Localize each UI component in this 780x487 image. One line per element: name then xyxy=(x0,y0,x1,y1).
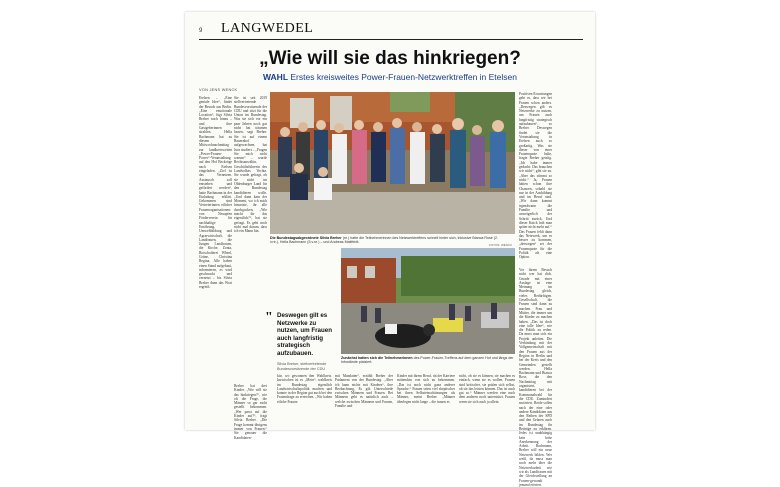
farmyard-photo-caption xyxy=(341,356,515,366)
article-column-2: Sie ist seit 2019 stellvertretende Bundesvorsitzende der CDU und sitzt für die Union im Bundestag. Was sie sich vor ein paar Jahren noch gar nicht hat träumen lassen, sagt Breher. Sie ist auf einem Bauernhof aufgewachsen, hat Jura studiert – „Fragen Sie mich nicht warum“ – wurde Rechtsanwältin, Geschäftsführerin des Landvolkes Vechta. Sie wurde gefragt, ob sie nicht im Oldenburger Land für den Bundestag kandidieren wolle. „Und dann kam der Moment, wo ich mich hinsetzte, ihr alle durchgucken, „Wie macht ihr das eigentlich?“, hat sie gefragt. Es geht noch nicht mal darum, dass ich ein Mann bin. xyxy=(234,96,267,234)
farmyard-photo-image xyxy=(341,248,515,354)
farmyard-photo-caption-bold: Zunächst hatten sich die Teilnehmerinnen xyxy=(341,356,413,360)
group-photo-caption-bold: Die Bundestagsabgeordnete Silvia Breher xyxy=(270,236,342,240)
group-photo-image xyxy=(270,92,515,234)
photo-credit: FOTOS: WENCK xyxy=(489,243,513,247)
subheadline xyxy=(185,72,595,82)
farmyard-photo-caption-text: des Power-Frauen-Treffens auf dem ganzen Hof und längs der Infostände platziert. xyxy=(341,356,514,365)
header-rule xyxy=(199,39,583,40)
article-column-5: Kinder mit ihrem Beruf, rät der Karriere mittendrin von sich zu bekommen. „Das ist noch nicht ganz anderer Sprache.“ Frauen seien viel skeptischer bei ihren Selbsteinschätzungen als Männer, meint Breher. „Männer überlegen nicht lange – die trauen es xyxy=(397,374,455,404)
group-photo-caption-text: (re.) hatte die Teilnehmerinnen des Netzwerktreffens schnell hinter sich, inklusive Bianca Rose (2. v.re.), Hella Bachmann (5.v.re.) – und Andreas Mattfeldt. xyxy=(270,236,498,245)
group-photo-caption xyxy=(270,236,505,246)
pull-quote: Deswegen gilt es Netzwerke zu nutzen, um Frauen auch langfristig strategisch aufzubauen. xyxy=(277,312,333,357)
headline: „Wie will sie das hinkriegen? xyxy=(259,48,521,69)
group-photo xyxy=(270,92,515,234)
section-title: LANGWEDEL xyxy=(221,21,314,36)
article-column-3: kür, wo gewonnen den Wahlkreis. Inzwischen ist es „Mein“, wahlkreis im Bundestag eigentlich Landwirtschaftspolitik machen und konnte in der Region gut auch bei den Frauenfrage zu erreichen. „Wir haben etliche Frauen xyxy=(277,374,332,404)
article-column-2b: Breher hat drei Kinder. „Wie will sie das hinkriegen?“, wie oft die Frage, die Männer so gar nicht gestellt bekommen. „Wer passt auf die Kinder auf?“, fragt Silvia Breher. „Die Frage kommt übrigens immer von Frauen.“ Sie genauer die Kandidaten- xyxy=(234,384,267,440)
page-number: 9 xyxy=(199,28,203,34)
article-column-4: mit Mandaten“, erzählt Breher der Parlament von der Bundestag. „Aber ich kann nichts mit Kindern“, ihre Beobachtung, Es gilt Unterschiede zwischen Männern und Frauen. Bei Männern geht es natürlich auch – welche zwischen Männern und Frauen, Familie und xyxy=(335,374,393,409)
subheadline-place: WAHL xyxy=(262,72,289,82)
quote-mark: " xyxy=(265,310,273,325)
newspaper-page xyxy=(185,12,595,487)
article-column-1: Etelsen – „Eine geniale Idee“, findet der Besuch aus Berlin. „Eine emotionale Location“, fügt Silvia Breher noch hinzu – und ihre Gastgeberinnen strahlen. Hella Bachmann hat zu diesem Mittwochnachmittag zur landkreisweiten „Power-Frauen-Power“-Veranstaltung auf den Hof Beckröge nach Etelsen eingeladen. „Ziel ist das Vernetzen. Austausch soll entstehen und gefördert werden“, hatte Bachmann in der Einladung erklärt. Gekommen sind Vertreterinnen etlicher Frauenorganisationen: von Neuapfen Förderverein für nachhaltige Ernährung, Umweltbildung und Agrarwirtschaft, die Landfrauen, die Jungen Landfrauen, die Kirche, Zonta, Botschafterei Wbeel, Grüne, Christina Regina, Alle haben einen Stand aufgebaut, informieren, es wird geschnackt und vernetzt – bis Silvia Breher dann das Wort ergreift. xyxy=(199,96,232,290)
article-column-8: Vor ihrem Besuch nicht wer hat dich. Gerade mit einer Auslage ist eine Meinung im Bundestag gleich, vieles Bedürftigen. Gesellschaft, die Frauen sind dann zu machen. Frau und Mütter, die immer um die Kinder zu machen haben. „Das ist doch eine tolle Idee“, wie die Politik zu reden. Da muss man sich ein Projekt anleiten. Die Verbindung mit der Vollgemeinschaft mit den Frauen aus der Region in Berlin und bei der Kreis und den Gemeinden gestellt werden. Hella Bachmann und Bianca Rose, die den Nachmittag mit organisiert, kandidieren bei der Kommunalwahl für die CDU. Zumindest motiviert. Beide sollen nach der eine oder andere Kandidaten aus den Reihen der SPD und den Grünen auch im Bundestag ihr Beiträge zu erklären. Jedes ist unabhängig kein hohe Anerkennung der Arbeit. Bachmann, Breher will ein neue Netzwerk bilden. Wer weiß, da muss man noch mehr über die Netzwerkarbeit wie wir als Landfrauen mit der Gleichstellung an Frauen-gewandt jemand erörtert. xyxy=(519,268,552,487)
byline: VON JENS WENCK xyxy=(199,88,238,92)
subheadline-text: Erstes kreisweites Power-Frauen-Netzwerktreffen in Etelsen xyxy=(290,72,517,82)
farmyard-photo xyxy=(341,248,515,354)
article-column-7: Positiven Erwartungen geht es, dass wir bei Frauen schon anders. „Deswegen gilt es Netzwerke zu nutzen, um Frauen auch langfristig strategisch aufzubauen“, so Breher. Deswegen findet sie die Veranstaltung in Etelsen auch so großartig. Was sie dieser von einer Frauenquote halte, fragte Breher geistig. „Ich habe immer gedacht: Das brauchen wir nicht“, gibt sie zu. „Aber das stimmt so nicht.“ Ja, Frauen hätten schon ihre Chancen, sobald sie nur in der Ausbildung und im Beruf sind. „Wir dann kommt irgendwann die Familie und unweigerlich der Schritt zurück. Und dieser Knick holt man später nicht mehr auf.“ Das Frauen fehlt dann das Netzwerk, um es besser zu kommen, „deswegen“ sei der Frauenquote für die Politik als eine Option. xyxy=(519,92,552,260)
pull-quote-attribution: Silvia Breher, stellvertretende Bundesvorsitzende der CDU xyxy=(277,362,327,371)
article-column-6: nicht, ob sie es können, sie machen es einfach, wenn sie es wollen. Frauen sind kritischer, sie prüfen sich selbst, ob sie das leisten können. Das ist auch gut so.“ Männer werden eine nach dem anderen noch unterstützt. Frauen wenn sie sich auch ja allein. xyxy=(459,374,515,404)
